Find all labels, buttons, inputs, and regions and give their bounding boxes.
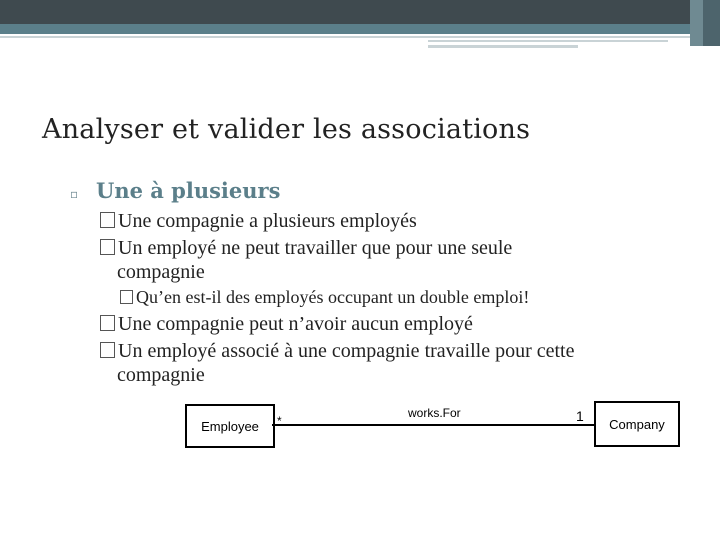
header-rule	[0, 36, 690, 38]
header-accent-bar	[0, 24, 720, 34]
list-item-continuation: compagnie	[117, 261, 205, 283]
sub-list-item-text: Qu’en est-il des employés occupant un double emploi!	[136, 287, 530, 307]
bullet-square-icon: ▫	[70, 187, 79, 201]
list-item	[100, 236, 512, 284]
missing-glyph-icon	[100, 239, 115, 255]
list-item	[100, 339, 574, 387]
missing-glyph-icon	[100, 342, 115, 358]
bullet-heading: Une à plusieurs	[96, 178, 281, 203]
header-bar	[0, 0, 720, 24]
list-item-text: Une compagnie peut n’avoir aucun employé	[118, 313, 473, 335]
header-rule-short	[428, 40, 668, 42]
class-name: Company	[609, 416, 665, 432]
list-item-text: Un employé ne peut travailler que pour une seule	[118, 237, 513, 259]
header-corner-block-dark	[703, 0, 720, 46]
uml-class-company	[594, 401, 680, 447]
header-rule-shorter	[428, 45, 578, 48]
association-line	[272, 424, 594, 426]
list-item	[100, 209, 417, 233]
class-name: Employee	[201, 418, 259, 434]
multiplicity-many: *	[277, 414, 282, 428]
uml-class-employee	[185, 404, 275, 448]
association-label: works.For	[408, 406, 461, 420]
multiplicity-one: 1	[576, 408, 584, 424]
slide-title: Analyser et valider les associations	[42, 114, 531, 145]
list-item-text: Un employé associé à une compagnie travaille pour cette	[118, 340, 575, 362]
list-item-text: Une compagnie a plusieurs employés	[118, 210, 417, 232]
missing-glyph-icon	[100, 212, 115, 228]
missing-glyph-icon	[100, 315, 115, 331]
missing-glyph-icon	[120, 290, 133, 304]
list-item	[100, 312, 473, 336]
sub-list-item	[120, 287, 529, 308]
list-item-continuation: compagnie	[117, 364, 205, 386]
